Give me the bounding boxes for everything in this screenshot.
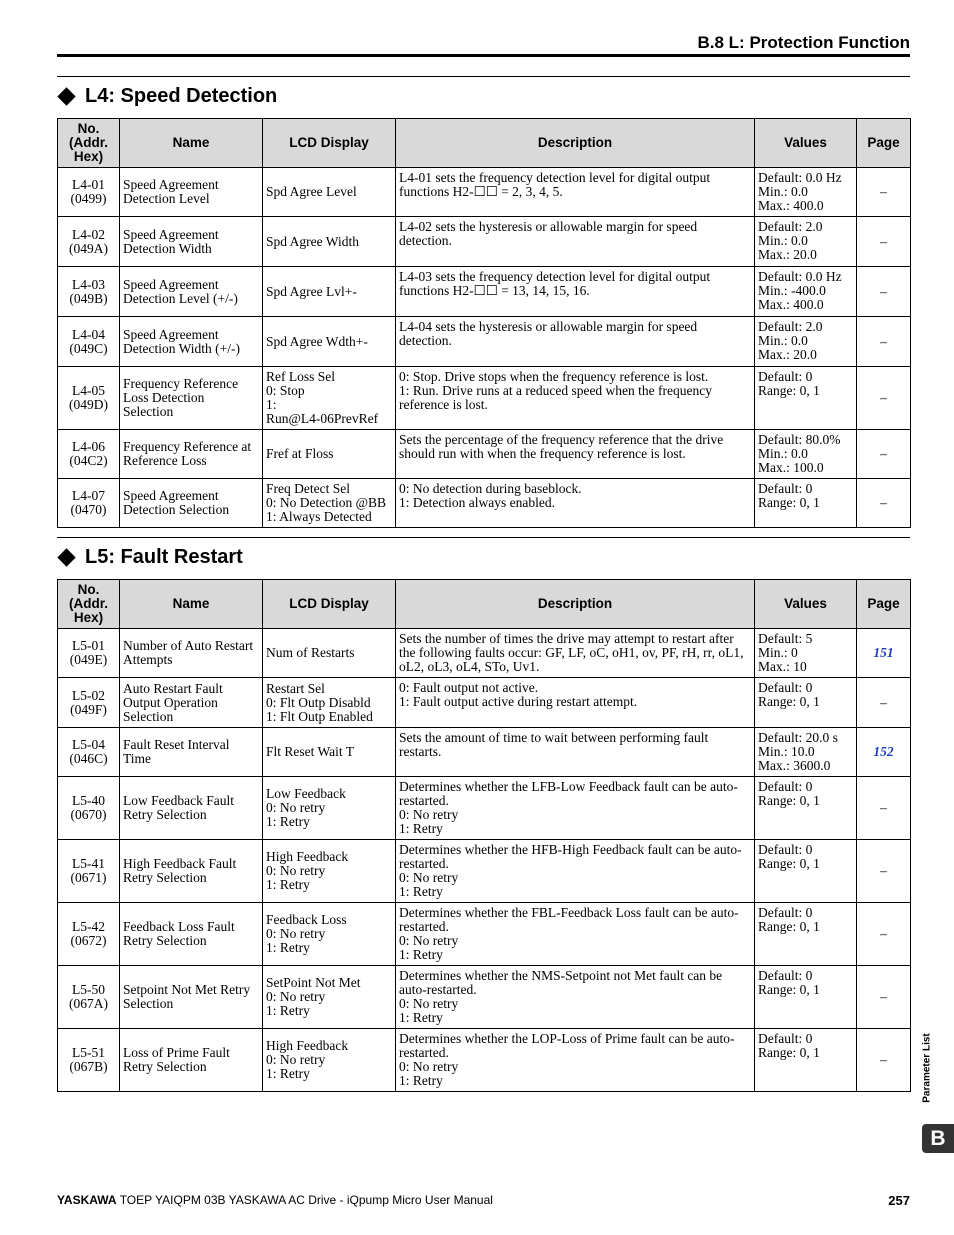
values-cell: Default: 2.0 Min.: 0.0 Max.: 20.0 [755, 217, 857, 267]
values-cell: Default: 0 Range: 0, 1 [755, 966, 857, 1029]
param-name-cell: Speed Agreement Detection Selection [120, 479, 263, 528]
page-link[interactable]: 151 [873, 645, 894, 660]
lcd-display-cell: Spd Agree Lvl+- [263, 267, 396, 317]
lcd-display-cell: Feedback Loss 0: No retry 1: Retry [263, 903, 396, 966]
values-cell: Default: 0 Range: 0, 1 [755, 678, 857, 728]
param-name-cell: Speed Agreement Detection Level (+/-) [120, 267, 263, 317]
param-name-cell: Speed Agreement Detection Level [120, 168, 263, 217]
column-header: Values [755, 119, 857, 168]
column-header: Description [396, 580, 755, 629]
table-row [58, 678, 911, 728]
description-cell: Determines whether the NMS-Setpoint not Met fault can be auto-restarted. 0: No retry 1: Retry [396, 966, 755, 1029]
footer-text: TOEP YAIQPM 03B YASKAWA AC Drive - iQpump Micro User Manual [116, 1193, 493, 1207]
table-body [58, 629, 911, 1092]
lcd-display-cell: Spd Agree Width [263, 217, 396, 267]
section-rule [57, 537, 910, 538]
appendix-badge: B [922, 1124, 954, 1153]
table-row [58, 840, 911, 903]
param-number-cell: L5-40 (0670) [58, 777, 120, 840]
param-name-cell: Fault Reset Interval Time [120, 728, 263, 777]
param-number-cell: L5-01 (049E) [58, 629, 120, 678]
lcd-display-cell: Restart Sel 0: Flt Outp Disabld 1: Flt Outp Enabled [263, 678, 396, 728]
param-number-cell: L4-05 (049D) [58, 367, 120, 430]
column-header: LCD Display [263, 580, 396, 629]
param-name-cell: Speed Agreement Detection Width [120, 217, 263, 267]
table-row [58, 1029, 911, 1092]
page-cell: – [857, 317, 911, 367]
lcd-display-cell: Flt Reset Wait T [263, 728, 396, 777]
footer-brand: YASKAWA [57, 1193, 117, 1207]
section-l5 [57, 537, 910, 1092]
table-row [58, 367, 911, 430]
page-cell: – [857, 840, 911, 903]
side-tab-label [918, 1025, 936, 1110]
description-cell: 0: Fault output not active. 1: Fault output active during restart attempt. [396, 678, 755, 728]
values-cell: Default: 0 Range: 0, 1 [755, 777, 857, 840]
page-header-title: B.8 L: Protection Function [697, 33, 910, 52]
table-row [58, 966, 911, 1029]
table-row [58, 777, 911, 840]
page-link[interactable]: 152 [873, 744, 894, 759]
values-cell: Default: 0 Range: 0, 1 [755, 367, 857, 430]
diamond-bullet-icon [57, 87, 75, 105]
description-cell: 0: No detection during baseblock. 1: Detection always enabled. [396, 479, 755, 528]
header-rule [57, 54, 910, 57]
description-cell: Determines whether the HFB-High Feedback fault can be auto-restarted. 0: No retry 1: Retry [396, 840, 755, 903]
values-cell: Default: 0 Range: 0, 1 [755, 840, 857, 903]
description-cell: L4-02 sets the hysteresis or allowable margin for speed detection. [396, 217, 755, 267]
table-header-row [58, 119, 911, 168]
lcd-display-cell: Fref at Floss [263, 430, 396, 479]
page-cell: – [857, 966, 911, 1029]
section-title-text: L4: Speed Detection [85, 85, 278, 107]
table-body [58, 168, 911, 528]
lcd-display-cell: SetPoint Not Met 0: No retry 1: Retry [263, 966, 396, 1029]
table-row [58, 217, 911, 267]
column-header: Description [396, 119, 755, 168]
param-number-cell: L5-51 (067B) [58, 1029, 120, 1092]
table-row [58, 903, 911, 966]
side-tab-text: Parameter List [921, 1032, 933, 1103]
param-number-cell: L4-02 (049A) [58, 217, 120, 267]
column-header: Page [857, 119, 911, 168]
description-cell: Sets the percentage of the frequency reference that the drive should run with when the frequency reference is lost. [396, 430, 755, 479]
column-header: No. (Addr. Hex) [58, 580, 120, 629]
param-name-cell: Feedback Loss Fault Retry Selection [120, 903, 263, 966]
footer-page-number: 257 [888, 1193, 910, 1208]
page-cell[interactable] [857, 728, 911, 777]
table-row [58, 728, 911, 777]
page-cell: – [857, 678, 911, 728]
page-cell: – [857, 367, 911, 430]
table-row [58, 629, 911, 678]
param-number-cell: L5-50 (067A) [58, 966, 120, 1029]
column-header: Name [120, 580, 263, 629]
param-number-cell: L5-42 (0672) [58, 903, 120, 966]
param-number-cell: L4-04 (049C) [58, 317, 120, 367]
table-row [58, 267, 911, 317]
table-row [58, 479, 911, 528]
column-header: No. (Addr. Hex) [58, 119, 120, 168]
lcd-display-cell: High Feedback 0: No retry 1: Retry [263, 840, 396, 903]
column-header: Page [857, 580, 911, 629]
page-cell: – [857, 267, 911, 317]
table-row [58, 168, 911, 217]
table-row [58, 317, 911, 367]
table-header-row [58, 580, 911, 629]
values-cell: Default: 0.0 Hz Min.: 0.0 Max.: 400.0 [755, 168, 857, 217]
page-cell: – [857, 777, 911, 840]
page-cell: – [857, 903, 911, 966]
page-footer [57, 1193, 910, 1207]
values-cell: Default: 0.0 Hz Min.: -400.0 Max.: 400.0 [755, 267, 857, 317]
section-rule [57, 76, 910, 77]
param-name-cell: Frequency Reference Loss Detection Selection [120, 367, 263, 430]
lcd-display-cell: Ref Loss Sel 0: Stop 1: Run@L4-06PrevRef [263, 367, 396, 430]
page-cell[interactable] [857, 629, 911, 678]
description-cell: L4-04 sets the hysteresis or allowable margin for speed detection. [396, 317, 755, 367]
description-cell: Sets the amount of time to wait between performing fault restarts. [396, 728, 755, 777]
param-name-cell: Speed Agreement Detection Width (+/-) [120, 317, 263, 367]
values-cell: Default: 0 Range: 0, 1 [755, 1029, 857, 1092]
param-number-cell: L5-41 (0671) [58, 840, 120, 903]
section-title [57, 81, 910, 111]
param-number-cell: L5-04 (046C) [58, 728, 120, 777]
param-name-cell: Setpoint Not Met Retry Selection [120, 966, 263, 1029]
lcd-display-cell: Freq Detect Sel 0: No Detection @BB 1: Always Detected [263, 479, 396, 528]
page-cell: – [857, 168, 911, 217]
description-cell: Determines whether the LOP-Loss of Prime fault can be auto-restarted. 0: No retry 1: Retry [396, 1029, 755, 1092]
table-row [58, 430, 911, 479]
column-header: LCD Display [263, 119, 396, 168]
param-number-cell: L4-06 (04C2) [58, 430, 120, 479]
lcd-display-cell: Num of Restarts [263, 629, 396, 678]
column-header: Name [120, 119, 263, 168]
section-title [57, 542, 910, 572]
lcd-display-cell: Spd Agree Wdth+- [263, 317, 396, 367]
page-cell: – [857, 1029, 911, 1092]
param-number-cell: L4-07 (0470) [58, 479, 120, 528]
description-cell: Determines whether the FBL-Feedback Loss fault can be auto-restarted. 0: No retry 1: Retry [396, 903, 755, 966]
param-name-cell: Auto Restart Fault Output Operation Selection [120, 678, 263, 728]
description-cell: L4-01 sets the frequency detection level for digital output functions H2-☐☐ = 2, 3, 4, 5. [396, 168, 755, 217]
values-cell: Default: 0 Range: 0, 1 [755, 903, 857, 966]
param-name-cell: Frequency Reference at Reference Loss [120, 430, 263, 479]
param-name-cell: Low Feedback Fault Retry Selection [120, 777, 263, 840]
param-name-cell: High Feedback Fault Retry Selection [120, 840, 263, 903]
param-name-cell: Loss of Prime Fault Retry Selection [120, 1029, 263, 1092]
lcd-display-cell: High Feedback 0: No retry 1: Retry [263, 1029, 396, 1092]
param-number-cell: L5-02 (049F) [58, 678, 120, 728]
param-number-cell: L4-03 (049B) [58, 267, 120, 317]
lcd-display-cell: Spd Agree Level [263, 168, 396, 217]
values-cell: Default: 0 Range: 0, 1 [755, 479, 857, 528]
description-cell: L4-03 sets the frequency detection level for digital output functions H2-☐☐ = 13, 14, 15, 16. [396, 267, 755, 317]
param-number-cell: L4-01 (0499) [58, 168, 120, 217]
diamond-bullet-icon [57, 548, 75, 566]
values-cell: Default: 80.0% Min.: 0.0 Max.: 100.0 [755, 430, 857, 479]
values-cell: Default: 2.0 Min.: 0.0 Max.: 20.0 [755, 317, 857, 367]
section-l4 [57, 76, 910, 528]
parameter-table [57, 118, 911, 528]
param-name-cell: Number of Auto Restart Attempts [120, 629, 263, 678]
lcd-display-cell: Low Feedback 0: No retry 1: Retry [263, 777, 396, 840]
description-cell: 0: Stop. Drive stops when the frequency reference is lost. 1: Run. Drive runs at a reduced speed when the frequency reference is lost. [396, 367, 755, 430]
description-cell: Sets the number of times the drive may attempt to restart after the following faults occur: GF, LF, oC, oH1, ov, PF, rH, rr, oL1, oL2, oL3, oL4, STo, Uv1. [396, 629, 755, 678]
page-cell: – [857, 217, 911, 267]
values-cell: Default: 20.0 s Min.: 10.0 Max.: 3600.0 [755, 728, 857, 777]
description-cell: Determines whether the LFB-Low Feedback fault can be auto-restarted. 0: No retry 1: Retry [396, 777, 755, 840]
section-title-text: L5: Fault Restart [85, 546, 243, 568]
parameter-table [57, 579, 911, 1092]
column-header: Values [755, 580, 857, 629]
page-cell: – [857, 430, 911, 479]
page-cell: – [857, 479, 911, 528]
values-cell: Default: 5 Min.: 0 Max.: 10 [755, 629, 857, 678]
